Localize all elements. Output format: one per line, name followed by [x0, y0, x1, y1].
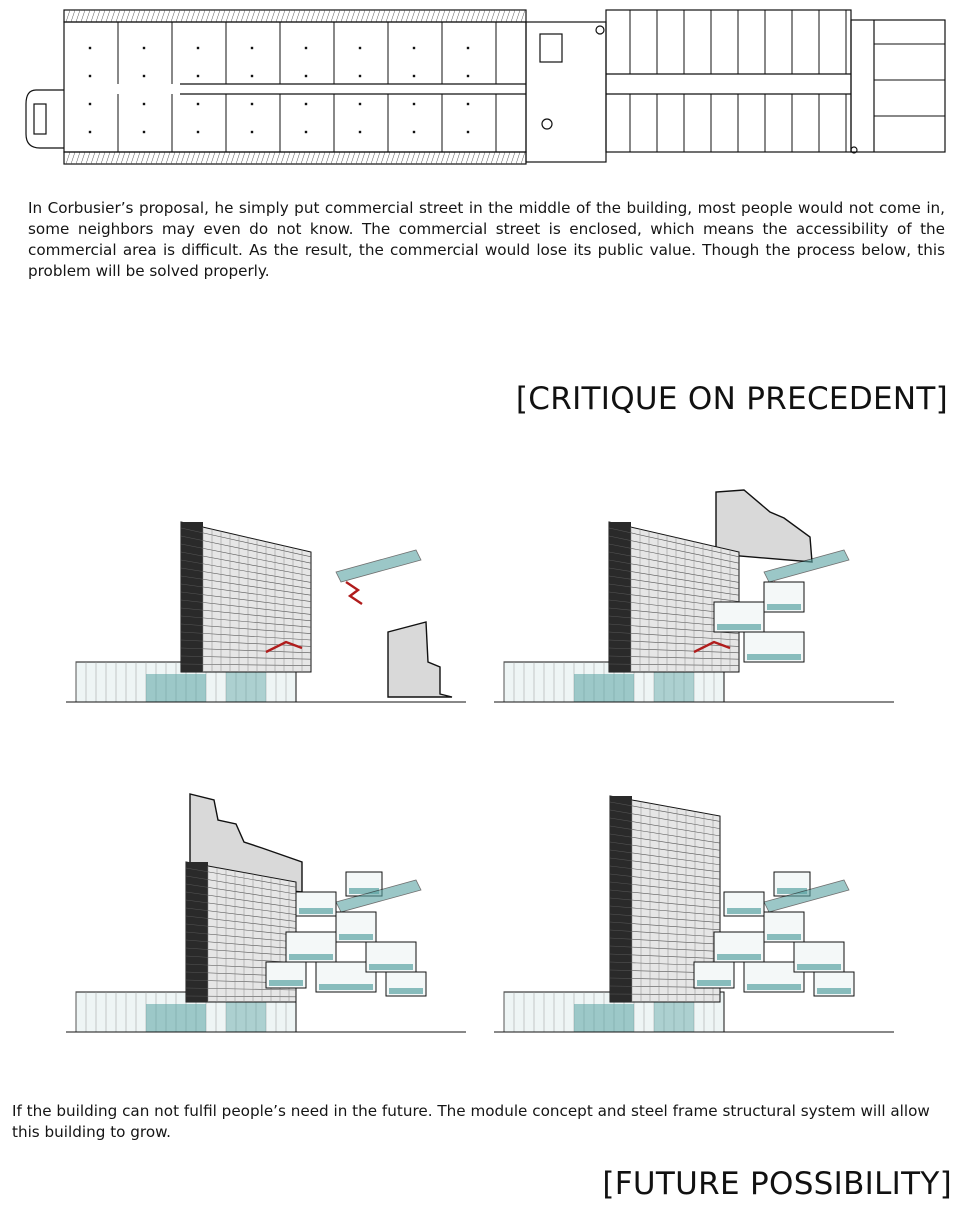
intro-paragraph: In Corbusier’s proposal, he simply put commercial street in the middle of the building, most people would not come in, some neighbors may even do not know. The commercial street is enclosed, which means the accessibility of the commercial area is difficult. As the result, the commercial would lose its public value. Though the process below, this problem will be solved properly. — [28, 199, 945, 280]
floor-plan-drawing — [20, 4, 950, 170]
stage-4-fully-grown-diagram — [494, 792, 894, 1052]
critique-heading: [CRITIQUE ON PRECEDENT] — [515, 381, 948, 417]
stage-2-tower-profile-diagram — [494, 462, 894, 722]
future-paragraph: If the building can not fulfil people’s need in the future. The module concept and steel frame structural system will allow this building to grow. — [12, 1102, 930, 1141]
stage-1-existing-slab-diagram — [66, 462, 466, 722]
stage-3-modules-growing-diagram — [66, 792, 466, 1052]
future-heading: [FUTURE POSSIBILITY] — [602, 1166, 952, 1202]
